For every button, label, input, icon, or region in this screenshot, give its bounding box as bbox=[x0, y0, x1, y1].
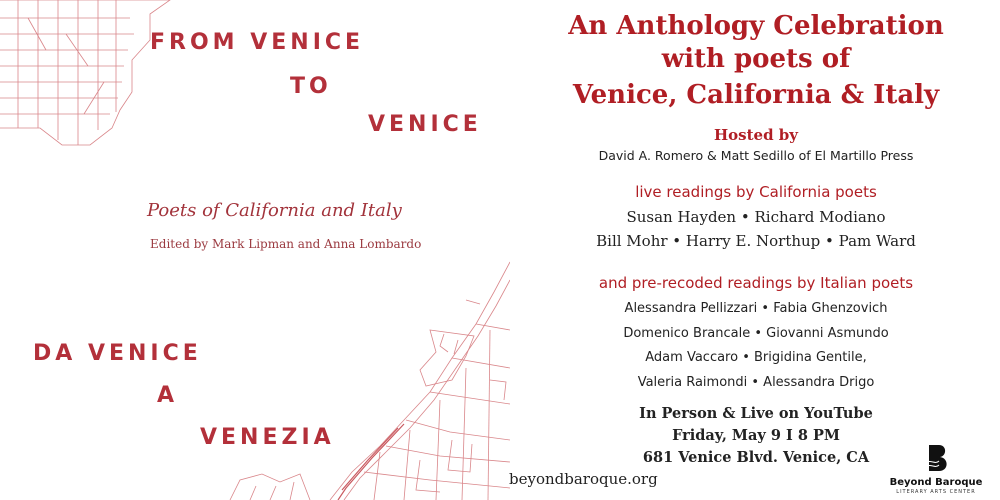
event-heading-line3: Venice, California & Italy bbox=[572, 80, 940, 110]
beyond-baroque-logo bbox=[882, 443, 990, 497]
logo-tagline: LITERARY ARTS CENTER bbox=[896, 489, 976, 495]
hosts-text: David A. Romero & Matt Sedillo of El Martillo Press bbox=[598, 148, 914, 163]
it-poets-line3: Adam Vaccaro • Brigidina Gentile, bbox=[645, 350, 867, 365]
logo-name: Beyond Baroque bbox=[889, 477, 983, 488]
cover-title-line2: TO bbox=[290, 74, 332, 99]
it-poets-line1: Alessandra Pellizzari • Fabia Ghenzovich bbox=[624, 301, 888, 316]
cover-title-line1: FROM VENICE bbox=[150, 30, 365, 55]
cover-title-line3: VENICE bbox=[368, 112, 482, 137]
hosted-label: Hosted by bbox=[713, 126, 798, 144]
event-format: In Person & Live on YouTube bbox=[639, 405, 873, 422]
live-readings-label: live readings by California poets bbox=[635, 183, 877, 201]
ca-poets-line2: Bill Mohr • Harry E. Northup • Pam Ward bbox=[596, 232, 916, 250]
it-poets-line2: Domenico Brancale • Giovanni Asmundo bbox=[623, 326, 889, 341]
event-details bbox=[512, 0, 1000, 500]
cover-subtitle: Poets of California and Italy bbox=[147, 200, 402, 221]
ca-poets-line1: Susan Hayden • Richard Modiano bbox=[626, 208, 886, 226]
cover-editors: Edited by Mark Lipman and Anna Lombardo bbox=[150, 237, 422, 251]
website-link[interactable]: beyondbaroque.org bbox=[509, 470, 658, 488]
event-address: 681 Venice Blvd. Venice, CA bbox=[642, 449, 870, 466]
it-poets-line4: Valeria Raimondi • Alessandra Drigo bbox=[637, 375, 875, 390]
recorded-readings-label: and pre-recoded readings by Italian poets bbox=[598, 274, 914, 292]
event-heading-line2: with poets of bbox=[661, 44, 851, 74]
logo-b-icon bbox=[925, 443, 951, 473]
event-date: Friday, May 9 I 8 PM bbox=[672, 427, 840, 444]
cover-title-it-line2: A bbox=[157, 383, 179, 408]
cover-title-it-line1: DA VENICE bbox=[33, 341, 202, 366]
cover-title-it-line3: VENEZIA bbox=[200, 425, 335, 450]
event-heading-line1: An Anthology Celebration bbox=[568, 11, 944, 41]
